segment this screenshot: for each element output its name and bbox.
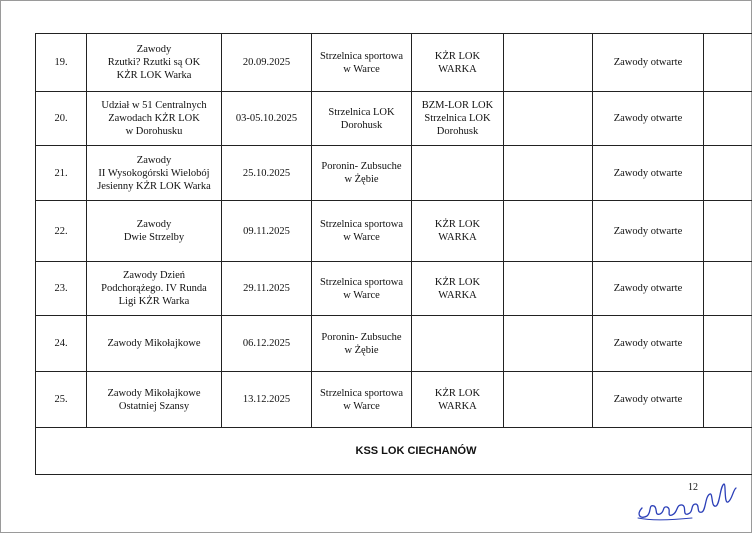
event-organizer: BZM-LOR LOK Strzelnica LOK Dorohusk: [412, 92, 504, 146]
row-number: 25.: [36, 372, 87, 428]
row-number: 19.: [36, 34, 87, 92]
event-date: 09.11.2025: [222, 201, 312, 262]
event-type: Zawody otwarte: [593, 34, 704, 92]
empty-cell: [504, 316, 593, 372]
section-row: [36, 428, 752, 475]
signature-scribble: [632, 474, 742, 526]
event-date: 06.12.2025: [222, 316, 312, 372]
event-place: Strzelnica sportowa w Warce: [312, 372, 412, 428]
event-name: Udział w 51 Centralnych Zawodach KŻR LOK w Dorohusku: [87, 92, 222, 146]
row-number: 23.: [36, 262, 87, 316]
event-type: Zawody otwarte: [593, 372, 704, 428]
empty-cell: [504, 34, 593, 92]
event-date: 25.10.2025: [222, 146, 312, 201]
table-row: [36, 92, 752, 146]
empty-cell: [704, 146, 752, 201]
row-number: 22.: [36, 201, 87, 262]
table-row: [36, 201, 752, 262]
event-place: Strzelnica LOK Dorohusk: [312, 92, 412, 146]
table-row: [36, 146, 752, 201]
event-organizer: [412, 316, 504, 372]
empty-cell: [504, 372, 593, 428]
empty-cell: [704, 316, 752, 372]
event-type: Zawody otwarte: [593, 316, 704, 372]
event-date: 13.12.2025: [222, 372, 312, 428]
event-organizer: KŻR LOK WARKA: [412, 262, 504, 316]
event-type: Zawody otwarte: [593, 92, 704, 146]
empty-cell: [504, 92, 593, 146]
row-number: 20.: [36, 92, 87, 146]
empty-cell: [704, 34, 752, 92]
events-table: [35, 33, 752, 475]
event-organizer: KŻR LOK WARKA: [412, 201, 504, 262]
empty-cell: [504, 262, 593, 316]
event-type: Zawody otwarte: [593, 262, 704, 316]
event-name: Zawody Dzień Podchorążego. IV Runda Ligi KŻR Warka: [87, 262, 222, 316]
table-row: [36, 34, 752, 92]
event-name: Zawody Mikołajkowe Ostatniej Szansy: [87, 372, 222, 428]
empty-cell: [704, 372, 752, 428]
event-place: Strzelnica sportowa w Warce: [312, 34, 412, 92]
event-name: Zawody Dwie Strzelby: [87, 201, 222, 262]
event-date: 20.09.2025: [222, 34, 312, 92]
event-organizer: KŻR LOK WARKA: [412, 34, 504, 92]
page-number: 12: [688, 482, 698, 493]
event-name: Zawody Mikołajkowe: [87, 316, 222, 372]
event-organizer: [412, 146, 504, 201]
empty-cell: [504, 146, 593, 201]
empty-cell: [504, 201, 593, 262]
event-organizer: KŻR LOK WARKA: [412, 372, 504, 428]
empty-cell: [704, 92, 752, 146]
table-row: [36, 372, 752, 428]
table-row: [36, 262, 752, 316]
event-place: Poronin- Zubsuche w Żębie: [312, 316, 412, 372]
event-type: Zawody otwarte: [593, 146, 704, 201]
empty-cell: [704, 262, 752, 316]
table-row: [36, 316, 752, 372]
event-type: Zawody otwarte: [593, 201, 704, 262]
event-date: 03-05.10.2025: [222, 92, 312, 146]
event-place: Poronin- Zubsuche w Żębie: [312, 146, 412, 201]
event-place: Strzelnica sportowa w Warce: [312, 262, 412, 316]
event-name: Zawody II Wysokogórski Wielobój Jesienny KŻR LOK Warka: [87, 146, 222, 201]
row-number: 24.: [36, 316, 87, 372]
event-place: Strzelnica sportowa w Warce: [312, 201, 412, 262]
row-number: 21.: [36, 146, 87, 201]
empty-cell: [704, 201, 752, 262]
event-date: 29.11.2025: [222, 262, 312, 316]
section-title: KSS LOK CIECHANÓW: [36, 428, 752, 475]
event-name: Zawody Rzutki? Rzutki są OK KŻR LOK Warka: [87, 34, 222, 92]
